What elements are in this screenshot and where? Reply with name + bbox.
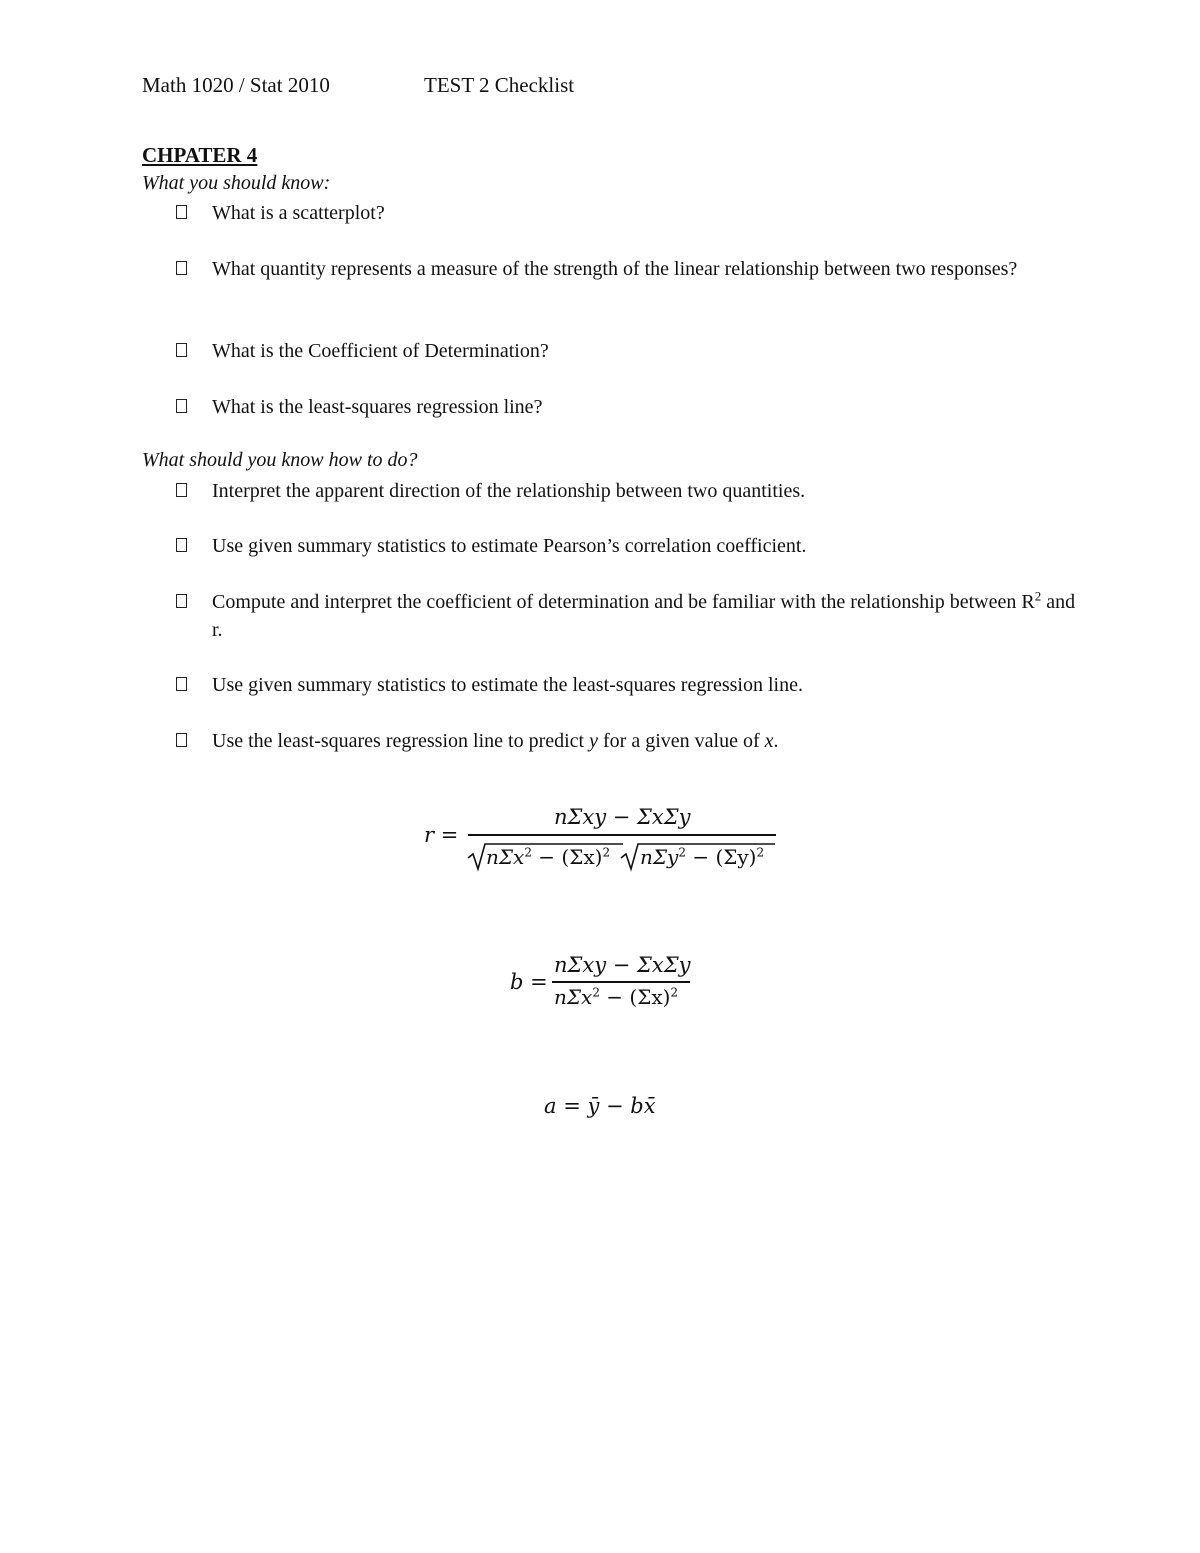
checkbox-icon[interactable] <box>176 677 187 691</box>
checklist-item-text: Use given summary statistics to estimate Pearson’s correlation coefficient. <box>212 535 807 557</box>
checklist-item <box>176 532 1076 560</box>
checklist-item-text: What quantity represents a measure of the strength of the linear relationship between two responses? <box>212 258 1018 280</box>
checkbox-icon[interactable] <box>176 538 187 552</box>
checklist-item <box>176 337 1076 365</box>
formula-b-numerator: nΣxy − ΣxΣy <box>554 953 691 977</box>
formula-b-den-b: − (Σx) <box>599 985 671 1009</box>
formula-b-den-a: nΣx <box>554 985 593 1009</box>
checklist-item-text: What is the least-squares regression line? <box>212 396 543 418</box>
know-subheading: What you should know: <box>142 172 331 194</box>
superscript-two: 2 <box>1034 588 1042 604</box>
variable-x: x <box>764 730 774 752</box>
formula-b-den-sq-1: 2 <box>592 985 600 1000</box>
checklist-item <box>176 588 1076 644</box>
formula-r-den-sq-3: 2 <box>678 845 686 860</box>
variable-y: y <box>589 730 598 752</box>
checklist-item-main: Compute and interpret the coefficient of determination and be familiar with the relationship between R <box>212 591 1035 613</box>
formula-b-fraction-bar <box>552 981 690 983</box>
checkbox-icon[interactable] <box>176 399 187 413</box>
formula-r-den-a: nΣx <box>486 845 525 869</box>
formula-r-fraction-bar <box>468 834 776 836</box>
course-label: Math 1020 / Stat 2010 <box>142 73 330 97</box>
checklist-item-text: What is a scatterplot? <box>212 202 385 224</box>
checkbox-icon[interactable] <box>176 343 187 357</box>
checklist-item-text <box>212 588 1076 644</box>
checkbox-icon[interactable] <box>176 594 187 608</box>
formula-r-den-b: − (Σx) <box>531 845 603 869</box>
formula-r-denominator-right <box>640 845 764 869</box>
checkbox-icon[interactable] <box>176 205 187 219</box>
do-subheading: What should you know how to do? <box>142 449 418 471</box>
checkbox-icon[interactable] <box>176 733 187 747</box>
formula-r-den-sq-1: 2 <box>524 845 532 860</box>
checkbox-icon[interactable] <box>176 261 187 275</box>
checklist-item <box>176 477 1076 505</box>
formula-b-lhs: b = <box>510 970 548 994</box>
formula-r-den-c: nΣy <box>640 845 679 869</box>
formula-r-den-d: − (Σy) <box>685 845 757 869</box>
checkbox-icon[interactable] <box>176 483 187 497</box>
checklist-item-tail: and r. <box>212 591 1076 641</box>
checklist-item-text <box>212 727 1076 755</box>
checklist-item <box>176 199 1076 227</box>
formula-r-den-sq-4: 2 <box>756 845 765 860</box>
formula-b-den-sq-2: 2 <box>670 985 679 1000</box>
checklist-item-main: Use the least-squares regression line to predict <box>212 730 585 752</box>
checklist-item-end: . <box>773 730 779 752</box>
checklist-item-text: What is the Coefficient of Determination? <box>212 340 549 362</box>
formula-b-denominator <box>554 985 678 1009</box>
checklist-item <box>176 671 1076 699</box>
formula-r-den-sq-2: 2 <box>602 845 611 860</box>
checklist-item-mid: for a given value of <box>598 730 765 752</box>
checklist-item <box>176 255 1076 283</box>
formula-r-denominator-left <box>486 845 610 869</box>
document-title: TEST 2 Checklist <box>424 73 575 97</box>
chapter-heading: CHPATER 4 <box>142 143 258 167</box>
formula-r-numerator: nΣxy − ΣxΣy <box>554 805 691 829</box>
checklist-item-text: Use given summary statistics to estimate the least-squares regression line. <box>212 674 803 696</box>
checklist-item-text: Interpret the apparent direction of the relationship between two quantities. <box>212 480 806 502</box>
checklist-item <box>176 727 1076 755</box>
formula-a: a = ȳ − bx̄ <box>544 1094 656 1118</box>
formula-r-lhs: r = <box>424 823 459 847</box>
checklist-item <box>176 393 1076 421</box>
